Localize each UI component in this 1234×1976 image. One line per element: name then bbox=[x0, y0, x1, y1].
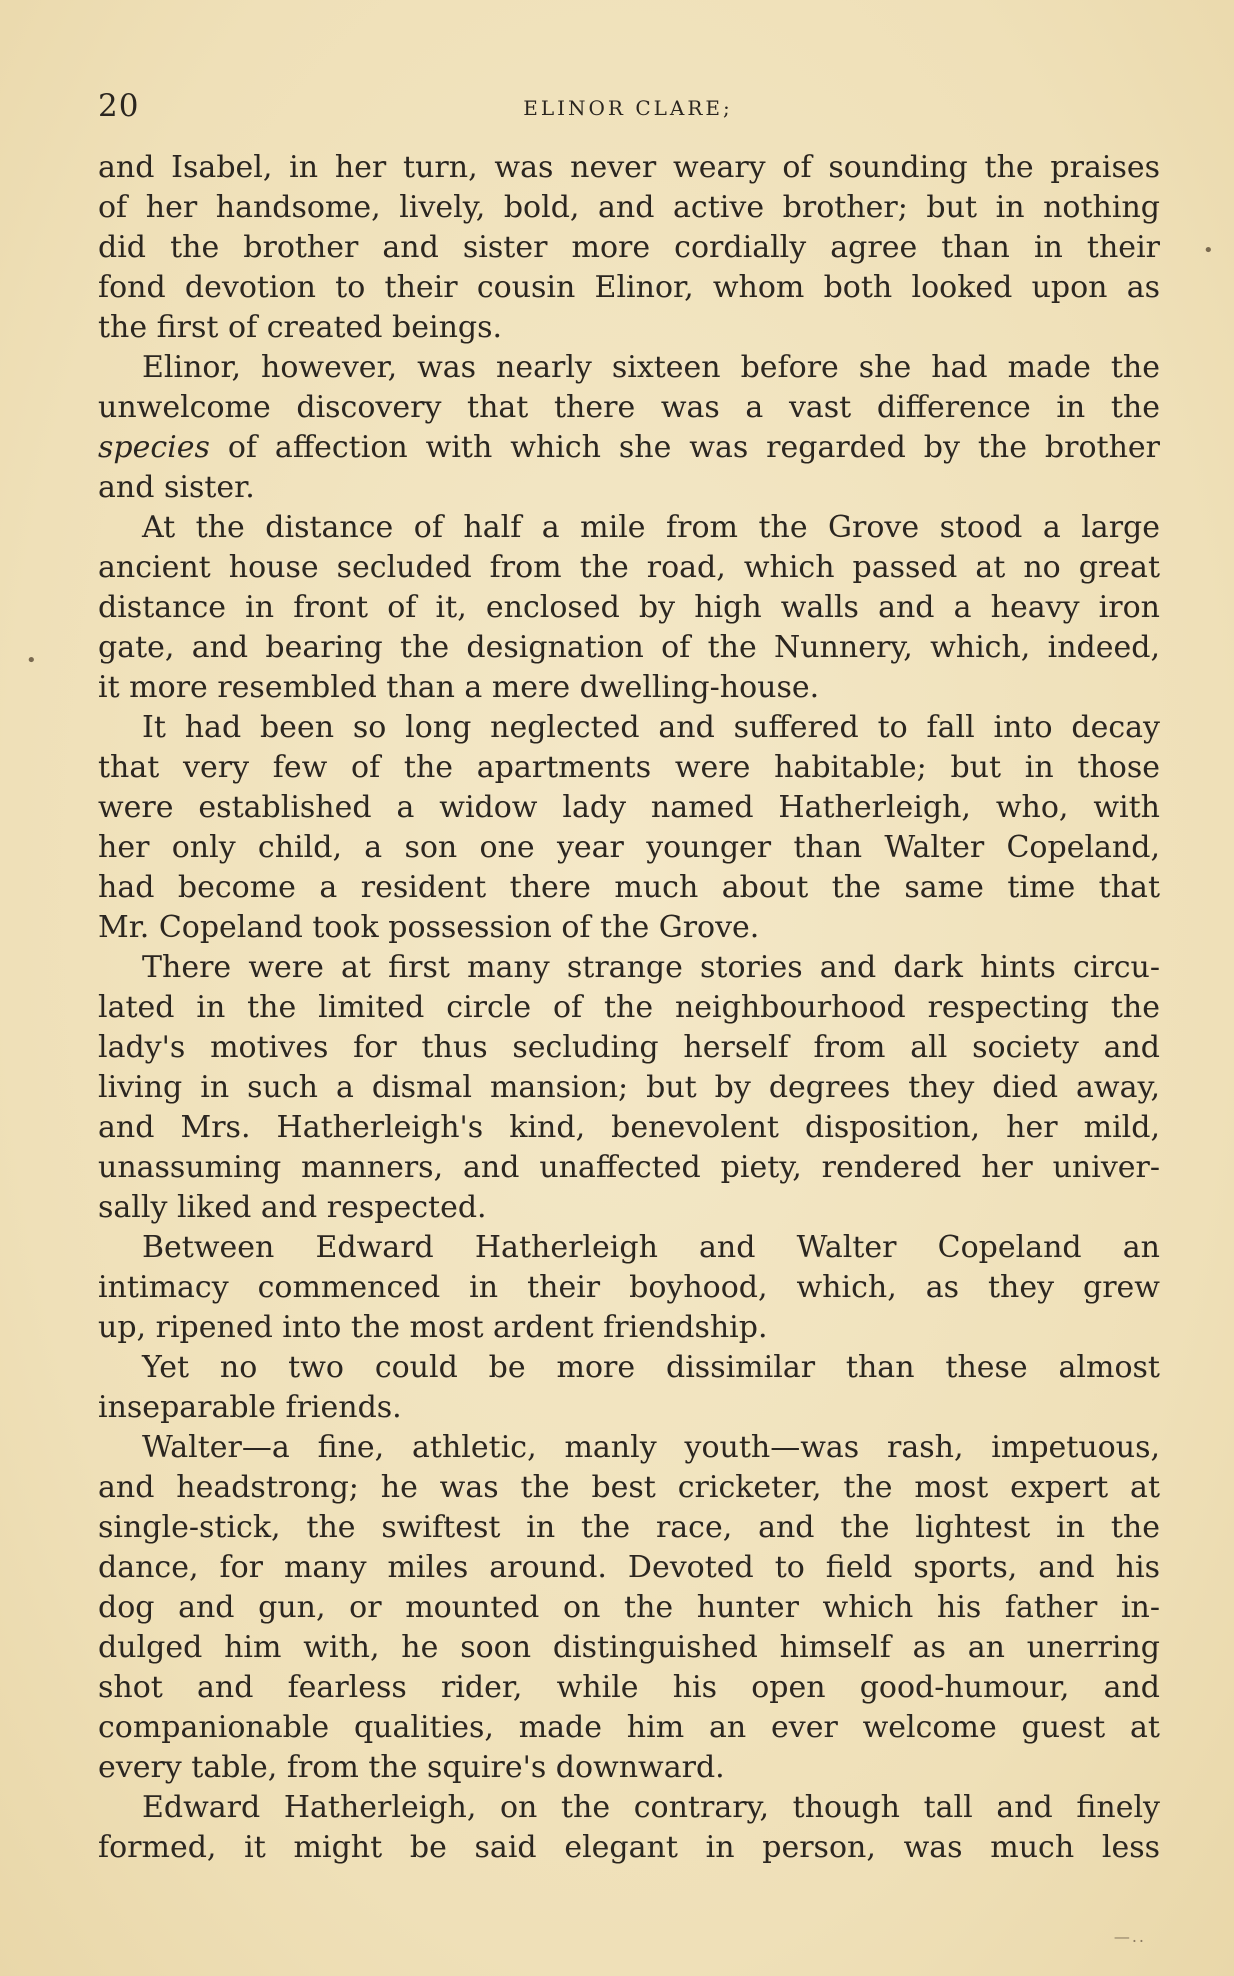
text-line: companionable qualities, made him an ever welcome guest at bbox=[98, 1710, 1160, 1745]
text-line: her only child, a son one year younger than Walter Copeland, bbox=[98, 830, 1160, 865]
text-line: dance, for many miles around. Devoted to field sports, and his bbox=[98, 1550, 1160, 1585]
text-line: formed, it might be said elegant in person, was much less bbox=[98, 1830, 1160, 1865]
text-line: every table, from the squire's downward. bbox=[98, 1750, 725, 1785]
text-line: distance in front of it, enclosed by high walls and a heavy iron bbox=[98, 590, 1160, 625]
paper-speck: • bbox=[26, 650, 37, 671]
text-line: Yet no two could be more dissimilar than these almost bbox=[142, 1350, 1160, 1385]
text-line: sally liked and respected. bbox=[98, 1190, 487, 1225]
text-line: and headstrong; he was the best cricketer, the most expert at bbox=[98, 1470, 1160, 1505]
text-line: unwelcome discovery that there was a vast difference in the bbox=[98, 390, 1160, 425]
text-line: single-stick, the swiftest in the race, and the lightest in the bbox=[98, 1510, 1160, 1545]
text-line: lated in the limited circle of the neighbourhood respecting the bbox=[98, 990, 1160, 1025]
text-line: Mr. Copeland took possession of the Grove. bbox=[98, 910, 760, 945]
text-line: living in such a dismal mansion; but by degrees they died away, bbox=[98, 1070, 1160, 1105]
running-head bbox=[98, 88, 1158, 132]
text-line: it more resembled than a mere dwelling-house. bbox=[98, 670, 820, 705]
text-line: lady's motives for thus secluding herself from all society and bbox=[98, 1030, 1160, 1065]
footer-mark: —.. bbox=[1113, 1927, 1146, 1946]
text-line: the first of created beings. bbox=[98, 310, 503, 345]
text-line bbox=[98, 428, 1160, 468]
text-line: dulged him with, he soon distinguished himself as an unerring bbox=[98, 1630, 1160, 1665]
text-line: Walter—a fine, athletic, manly youth—was rash, impetuous, bbox=[142, 1430, 1160, 1465]
text-line: It had been so long neglected and suffered to fall into decay bbox=[142, 710, 1160, 745]
text-line: and Isabel, in her turn, was never weary of sounding the praises bbox=[98, 150, 1160, 185]
text-line: ancient house secluded from the road, which passed at no great bbox=[98, 550, 1160, 585]
text-line: were established a widow lady named Hatherleigh, who, with bbox=[98, 790, 1160, 825]
text-line: and sister. bbox=[98, 470, 255, 505]
text-line: fond devotion to their cousin Elinor, whom both looked upon as bbox=[98, 270, 1160, 305]
text-line: gate, and bearing the designation of the Nunnery, which, indeed, bbox=[98, 630, 1160, 665]
text-line: dog and gun, or mounted on the hunter which his father in- bbox=[98, 1590, 1160, 1625]
text-line: of her handsome, lively, bold, and active brother; but in nothing bbox=[98, 190, 1160, 225]
text-fragment: of affection with which she was regarded by the brother bbox=[209, 430, 1160, 465]
text-line: Elinor, however, was nearly sixteen before she had made the bbox=[142, 350, 1160, 385]
page-number: 20 bbox=[98, 88, 140, 124]
text-line: inseparable friends. bbox=[98, 1390, 402, 1425]
text-line: had become a resident there much about the same time that bbox=[98, 870, 1160, 905]
text-line: did the brother and sister more cordially agree than in their bbox=[98, 230, 1160, 265]
running-title: ELINOR CLARE; bbox=[523, 96, 733, 120]
body-text bbox=[98, 148, 1160, 1868]
text-line: that very few of the apartments were habitable; but in those bbox=[98, 750, 1160, 785]
text-line: unassuming manners, and unaffected piety, rendered her univer- bbox=[98, 1150, 1160, 1185]
text-line: Edward Hatherleigh, on the contrary, though tall and finely bbox=[142, 1790, 1160, 1825]
text-line: and Mrs. Hatherleigh's kind, benevolent disposition, her mild, bbox=[98, 1110, 1160, 1145]
paper-speck: • bbox=[1203, 240, 1214, 261]
text-line: intimacy commenced in their boyhood, which, as they grew bbox=[98, 1270, 1160, 1305]
text-line: At the distance of half a mile from the Grove stood a large bbox=[142, 510, 1160, 545]
text-line: There were at first many strange stories and dark hints circu- bbox=[142, 950, 1160, 985]
text-line: Between Edward Hatherleigh and Walter Copeland an bbox=[142, 1230, 1160, 1265]
text-line: shot and fearless rider, while his open good-humour, and bbox=[98, 1670, 1160, 1705]
text-line: up, ripened into the most ardent friendship. bbox=[98, 1310, 768, 1345]
italic-word: species bbox=[98, 430, 210, 465]
